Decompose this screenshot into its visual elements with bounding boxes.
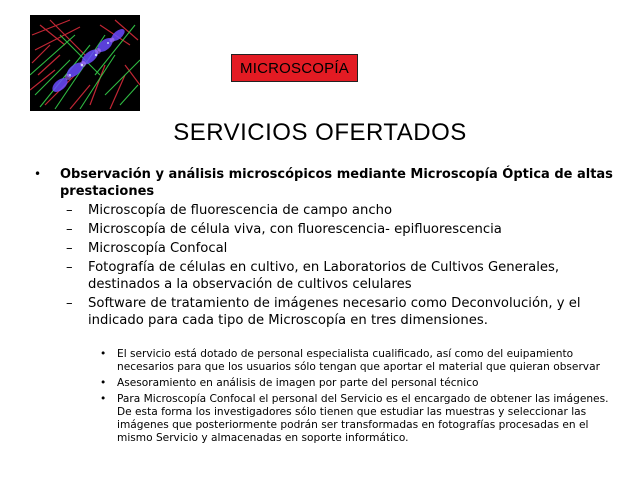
main-bullet-text: Observación y análisis microscópicos mediante Microscopía Óptica de altas prestaciones xyxy=(60,167,613,199)
details-list xyxy=(100,348,610,448)
sub-item-live-cell xyxy=(66,221,626,238)
dash-marker: – xyxy=(66,203,73,218)
detail-item-text: Asesoramiento en análisis de imagen por parte del personal técnico xyxy=(117,377,479,389)
bullet-marker: • xyxy=(100,393,107,405)
page-title: SERVICIOS OFERTADOS xyxy=(173,119,467,146)
services-sub-list xyxy=(66,202,626,331)
sub-item-text: Microscopía de célula viva, con fluorescencia- epifluorescencia xyxy=(88,222,502,237)
fluorescent-cells-picture xyxy=(30,15,140,111)
sub-item-software xyxy=(66,295,626,329)
detail-item-text: Para Microscopía Confocal el personal del Servicio es el encargado de obtener las imágenes. De esta forma los investigadores sólo tienen que estudiar las muestras y seleccionar las imágenes que posteriormente podrán ser transformadas en fotografías procesadas en el mismo Servicio y almacenadas en soporte informático. xyxy=(117,393,609,444)
bullet-marker: • xyxy=(100,348,107,360)
dash-marker: – xyxy=(66,222,73,237)
sub-item-photography xyxy=(66,259,626,293)
detail-item-text: El servicio está dotado de personal especialista cualificado, así como del euipamiento necesarios para que los usuarios sólo tengan que aportar el material que quieran observar xyxy=(117,348,600,373)
section-badge: MICROSCOPÍA xyxy=(231,54,358,82)
detail-item-staff xyxy=(100,348,610,374)
dash-marker: – xyxy=(66,241,73,256)
microscopy-image xyxy=(30,15,140,111)
dash-marker: – xyxy=(66,296,73,311)
sub-item-text: Software de tratamiento de imágenes necesario como Deconvolución, y el indicado para cada tipo de Microscopía en tres dimensiones. xyxy=(88,296,581,328)
sub-item-text: Microscopía de fluorescencia de campo ancho xyxy=(88,203,393,218)
sub-item-text: Fotografía de células en cultivo, en Laboratorios de Cultivos Generales, destinados a la observación de cultivos celulares xyxy=(88,260,560,292)
sub-item-text: Microscopía Confocal xyxy=(88,241,228,256)
detail-item-confocal-process xyxy=(100,393,610,445)
main-bullet-marker: • xyxy=(34,167,42,181)
bullet-marker: • xyxy=(100,377,107,389)
detail-item-advice xyxy=(100,377,610,390)
sub-item-confocal xyxy=(66,240,626,257)
dash-marker: – xyxy=(66,260,73,275)
sub-item-widefield xyxy=(66,202,626,219)
